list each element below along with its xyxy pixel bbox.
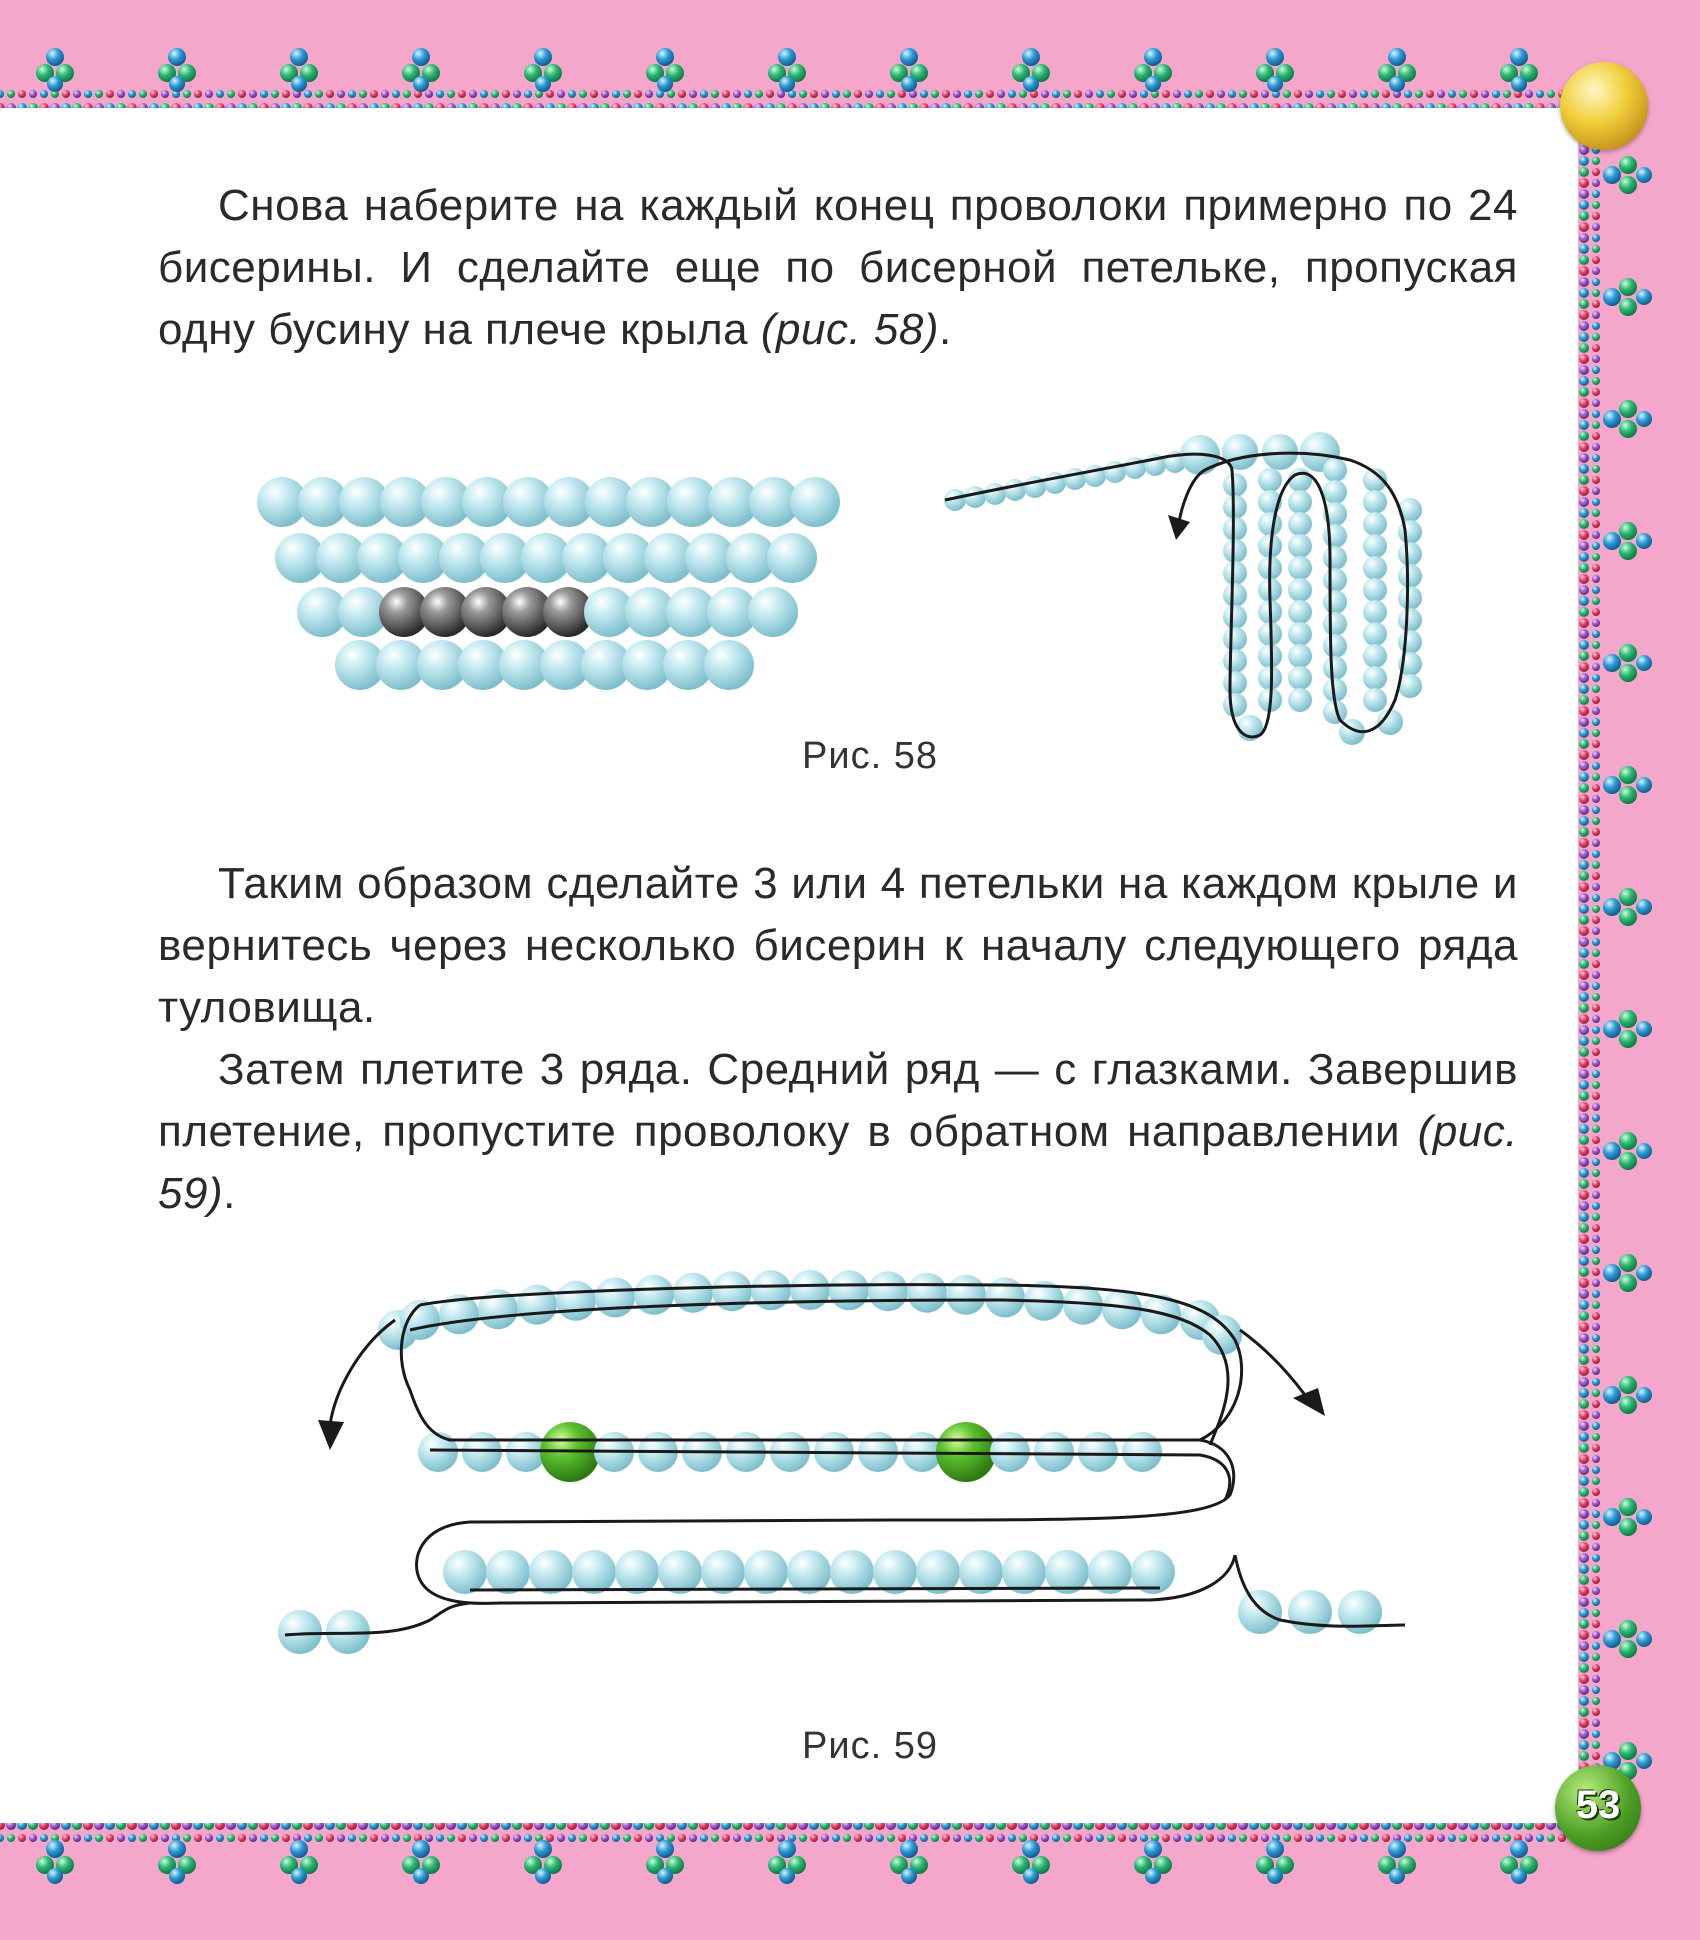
page-number: 53 [1575, 1783, 1621, 1827]
bead-blue [701, 1550, 745, 1594]
bead-blue [829, 1270, 869, 1310]
bead-blue [634, 1275, 674, 1315]
bead-blue [1034, 1432, 1074, 1472]
bead-blue [1122, 1432, 1162, 1472]
bead-blue [1288, 1590, 1332, 1634]
fig59-wire-bottom-b [470, 1588, 1160, 1590]
bead-blue [486, 1550, 530, 1594]
bead-blue [790, 1270, 830, 1310]
bead-blue [990, 1432, 1030, 1472]
fig59-arrow-left-icon [318, 1420, 344, 1450]
bead-blue [529, 1550, 573, 1594]
fig59-arrow-right-curve [1240, 1330, 1305, 1395]
paragraph-3-text: Затем плетите 3 ряда. Средний ряд — с глазками. Завершив плетение, пропустите проволоку в обратном направлении [158, 1045, 1518, 1156]
bead-blue [595, 1278, 635, 1318]
bead-blue [787, 1550, 831, 1594]
bead-blue [658, 1550, 702, 1594]
bead-blue [278, 1610, 322, 1654]
bead-blue [462, 1432, 502, 1472]
figure-58-reference: (рис. 58) [760, 305, 940, 354]
page-number-badge [1555, 1765, 1641, 1851]
figure-59-reference: (рис. 59) [158, 1107, 1518, 1218]
bead-blue [615, 1550, 659, 1594]
bead-blue [907, 1273, 947, 1313]
figure-58-caption: Рис. 58 [802, 735, 938, 777]
bead-blue [946, 1275, 986, 1315]
paragraph-3-end: . [223, 1169, 236, 1218]
paragraph-1-end: . [939, 305, 952, 354]
figure-59-caption: Рис. 59 [802, 1725, 938, 1767]
bead-blue [572, 1550, 616, 1594]
paragraph-1-text: Снова наберите на каждый конец проволоки примерно по 24 бисерины. И сделайте еще по бисерной петельке, пропуская одну бусину на плече крыла [158, 181, 1518, 354]
paragraph-2-text: Таким образом сделайте 3 или 4 петельки на каждом крыле и вернитесь через несколько бисерин к началу следующего ряда туловища. [158, 859, 1518, 1032]
bead-blue [443, 1550, 487, 1594]
bead-blue [868, 1271, 908, 1311]
bead-blue [1078, 1432, 1118, 1472]
bead-blue [418, 1432, 458, 1472]
bead-blue [517, 1285, 557, 1325]
bead-blue [1238, 1590, 1282, 1634]
bead-blue [744, 1550, 788, 1594]
fig59-arrow-right-icon [1293, 1388, 1325, 1416]
bead-blue [556, 1281, 596, 1321]
